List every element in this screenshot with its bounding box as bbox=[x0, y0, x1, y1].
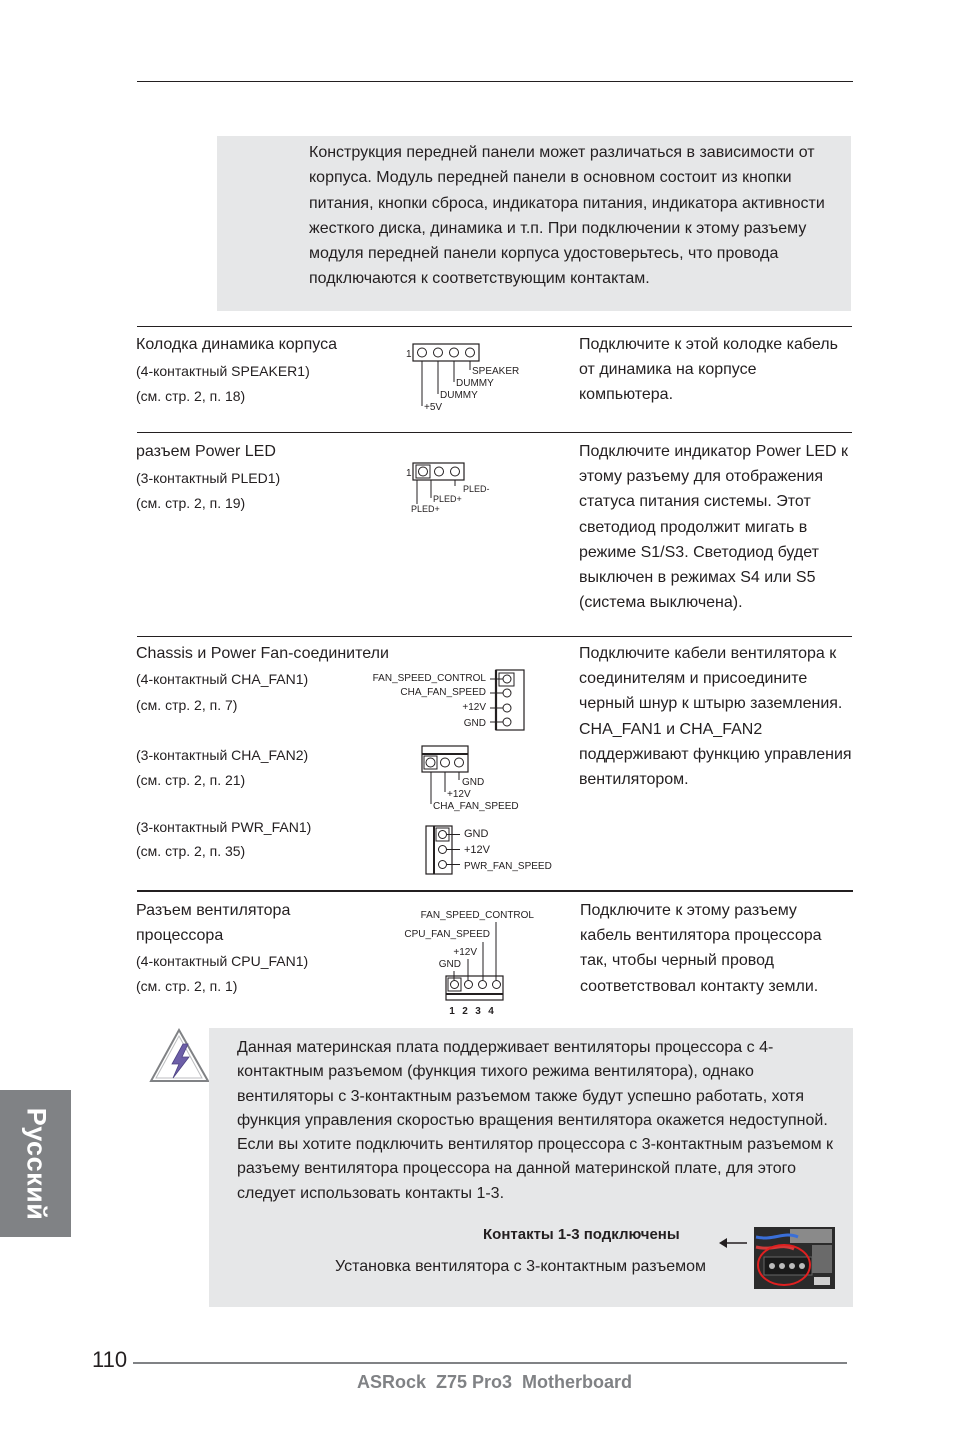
pin-number: 4 bbox=[488, 1006, 494, 1017]
footer-rule bbox=[133, 1362, 847, 1364]
fan-speed-control-label: FAN_SPEED_CONTROL bbox=[372, 673, 486, 684]
product-name: ASRock Z75 Pro3 Motherboard bbox=[357, 1372, 633, 1392]
speaker-title: Колодка динамика корпуса bbox=[136, 336, 337, 353]
cpu-fan-title-line2: процессора bbox=[136, 927, 224, 944]
speaker-header-diagram bbox=[400, 338, 530, 418]
install-caption: Установка вентилятора с 3-контактным разъемом bbox=[335, 1258, 706, 1275]
top-rule bbox=[137, 81, 853, 82]
cha-fan1-pin-count: (4-контактный CHA_FAN1) bbox=[136, 671, 309, 687]
cha-fan-speed-label: CHA_FAN_SPEED bbox=[433, 801, 519, 812]
gnd-label: GND bbox=[463, 718, 486, 729]
fan-connector-photo bbox=[754, 1227, 835, 1289]
pled-pin1-label: 1 bbox=[406, 468, 412, 479]
page-number: 110 bbox=[92, 1347, 128, 1372]
pwr-fan1-pin-count: (3-контактный PWR_FAN1) bbox=[136, 819, 312, 835]
cpu-fan-diagram bbox=[400, 904, 540, 1020]
section-divider-3 bbox=[137, 636, 852, 637]
plus12v-label: +12V bbox=[464, 844, 490, 856]
plus12v-label: +12V bbox=[447, 789, 471, 800]
fans-description: Подключите кабели вентилятора к соединителям и присоедините черный шнур к штырю заземления. CHA_FAN1 и CHA_FAN2 поддерживают функцию управления вентилятором. bbox=[579, 645, 852, 789]
cha-fan2-pin-count: (3-контактный CHA_FAN2) bbox=[136, 747, 309, 763]
language-label: Русский bbox=[21, 1107, 51, 1220]
plus12v-label: +12V bbox=[453, 947, 477, 958]
speaker-pin1-label: 1 bbox=[406, 349, 412, 360]
speaker-pin-label: SPEAKER bbox=[472, 366, 520, 377]
intro-note-text: Конструкция передней панели может различаться в зависимости от корпуса. Модуль передней панели в основном состоит из кнопки питания, кнопки сброса, индикатора питания, индикатора активности жесткого диска, динамика и т.п. При подключении к этому разъему модуля передней панели корпуса удостоверьтесь, что провода подключаются к соответствующим контактам. bbox=[309, 144, 825, 288]
cha-fan1-page-ref: (см. стр. 2, п. 7) bbox=[136, 697, 238, 713]
warning-icon bbox=[148, 1026, 212, 1086]
pwr-fan-speed-label: PWR_FAN_SPEED bbox=[464, 861, 552, 872]
gnd-label: GND bbox=[462, 777, 485, 788]
cpu-fan-description: Подключите к этому разъему кабель вентилятора процессора так, чтобы черный провод соответствовал контакту земли. bbox=[580, 902, 822, 995]
speaker-pin-count: (4-контактный SPEAKER1) bbox=[136, 363, 310, 379]
pin-number: 3 bbox=[475, 1006, 481, 1017]
power-led-pin-count: (3-контактный PLED1) bbox=[136, 470, 281, 486]
speaker-page-ref: (см. стр. 2, п. 18) bbox=[136, 388, 246, 404]
cpu-fan-title-line1: Разъем вентилятора bbox=[136, 902, 291, 919]
pled-plus-label: PLED+ bbox=[411, 504, 440, 514]
gnd-label: GND bbox=[438, 959, 461, 970]
pin-number: 1 bbox=[449, 1006, 455, 1017]
intro-note-box bbox=[217, 136, 851, 311]
fans-title: Chassis и Power Fan-соединители bbox=[136, 645, 389, 662]
cpu-fan-pin-count: (4-контактный CPU_FAN1) bbox=[136, 953, 309, 969]
pwr-fan1-diagram bbox=[420, 822, 560, 878]
power-led-page-ref: (см. стр. 2, п. 19) bbox=[136, 495, 246, 511]
arrow-left-icon bbox=[717, 1236, 749, 1250]
power-led-description: Подключите индикатор Power LED к этому разъему для отображения статуса питания системы. Этот светодиод продолжит мигать в режиме S1/S3. Светодиод будет выключен в режимах S4 или S5 (система выключена). bbox=[579, 443, 849, 612]
pwr-fan1-page-ref: (см. стр. 2, п. 35) bbox=[136, 843, 246, 859]
language-side-tab bbox=[0, 1090, 71, 1237]
section-divider-1 bbox=[137, 326, 852, 327]
plus12v-label: +12V bbox=[462, 702, 486, 713]
pins-connected-label: Контакты 1-3 подключены bbox=[483, 1226, 680, 1243]
fan-speed-control-label: FAN_SPEED_CONTROL bbox=[420, 910, 534, 921]
cha-fan2-page-ref: (см. стр. 2, п. 21) bbox=[136, 772, 246, 788]
cha-fan1-diagram bbox=[356, 666, 532, 734]
cha-fan2-diagram bbox=[418, 742, 530, 814]
speaker-description: Подключите к этой колодке кабель от динамика на корпусе компьютера. bbox=[579, 336, 838, 404]
warning-note-box bbox=[209, 1028, 853, 1307]
section-divider-4 bbox=[137, 890, 853, 892]
pin-number: 2 bbox=[462, 1006, 468, 1017]
power-led-header-diagram bbox=[400, 458, 500, 520]
plus5v-pin-label: +5V bbox=[424, 402, 443, 413]
dummy-pin-label: DUMMY bbox=[456, 378, 494, 389]
cpu-fan-page-ref: (см. стр. 2, п. 1) bbox=[136, 978, 238, 994]
power-led-title: разъем Power LED bbox=[136, 443, 276, 460]
pled-plus-label: PLED+ bbox=[433, 494, 462, 504]
pled-minus-label: PLED- bbox=[463, 484, 490, 494]
gnd-label: GND bbox=[464, 828, 489, 840]
dummy-pin-label: DUMMY bbox=[440, 390, 478, 401]
cpu-fan-speed-label: CPU_FAN_SPEED bbox=[404, 929, 490, 940]
section-divider-2 bbox=[137, 432, 852, 433]
warning-note-text: Данная материнская плата поддерживает вентиляторы процессора с 4-контактным разъемом (функция тихого режима вентилятора), однако вентиляторы с 3-контактным разъемом также будут успешно работать, хотя функция управления скоростью вращения вентилятора окажется недоступной. Если вы хотите подключить вентилятор процессора с 3-контактным разъемом к разъему вентилятора процессора на данной материнской плате, для этого следует использовать контакты 1-3. bbox=[237, 1039, 834, 1202]
cha-fan-speed-label: CHA_FAN_SPEED bbox=[400, 687, 486, 698]
